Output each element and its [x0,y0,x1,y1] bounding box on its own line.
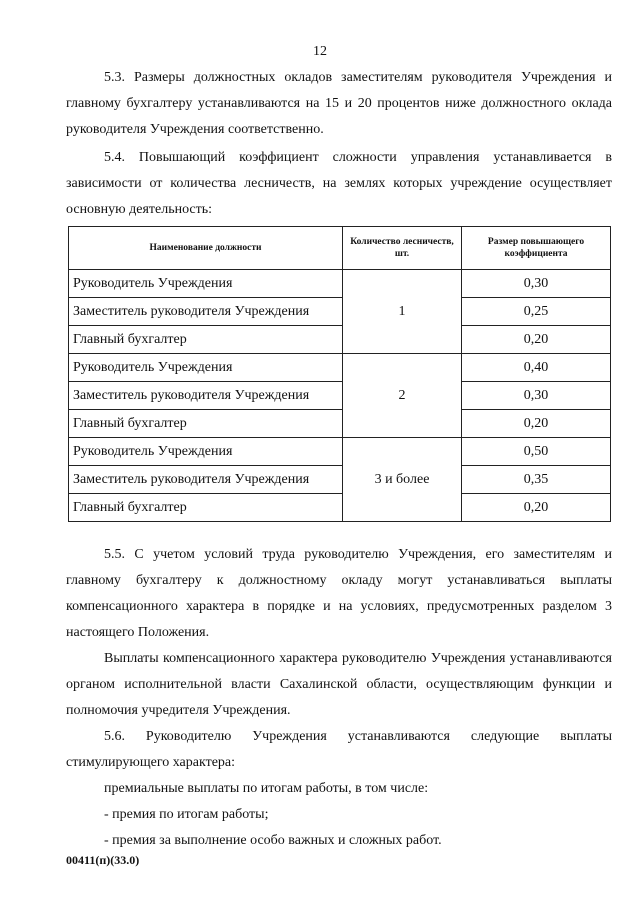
table-row [69,382,611,410]
cell-position: Заместитель руководителя Учреждения [69,382,343,410]
paragraph-5-3: 5.3. Размеры должностных окладов заместителям руководителя Учреждения и главному бухгалтеру устанавливаются на 15 и 20 процентов ниже должностного оклада руководителя Учреждения соответственно. [66,70,612,137]
cell-position: Главный бухгалтер [69,326,343,354]
cell-position: Главный бухгалтер [69,410,343,438]
list-item: премиальные выплаты по итогам работы, в том числе: [104,781,429,796]
cell-position: Заместитель руководителя Учреждения [69,466,343,494]
document-code: 00411(п)(33.0) [66,853,140,867]
table-row [69,354,611,382]
cell-position: Руководитель Учреждения [69,354,343,382]
table-row [69,326,611,354]
cell-position: Главный бухгалтер [69,494,343,522]
header-count: Количество лесничеств, шт. [343,227,462,270]
cell-position: Руководитель Учреждения [69,438,343,466]
paragraph-compensation: Выплаты компенсационного характера руководителю Учреждения устанавливаются органом исполнительной власти Сахалинской области, осуществляющим функции и полномочия учредителя Учреждения. [66,651,612,718]
cell-coefficient: 0,20 [462,410,611,438]
cell-position: Руководитель Учреждения [69,270,343,298]
table-row [69,410,611,438]
cell-count: 2 [343,354,462,438]
cell-coefficient: 0,30 [462,270,611,298]
page-number: 12 [313,44,327,59]
table-row [69,298,611,326]
cell-coefficient: 0,40 [462,354,611,382]
cell-coefficient: 0,20 [462,494,611,522]
cell-coefficient: 0,20 [462,326,611,354]
paragraph-5-4: 5.4. Повышающий коэффициент сложности управления устанавливается в зависимости от количества лесничеств, на землях которых учреждение осуществляет основную деятельность: [66,150,612,217]
table-row [69,270,611,298]
paragraph-5-5: 5.5. С учетом условий труда руководителю Учреждения, его заместителям и главному бухгалтеру к должностному окладу могут устанавливаться выплаты компенсационного характера в порядке и на условиях, предусмотренных разделом 3 настоящего Положения. [66,547,612,640]
cell-coefficient: 0,25 [462,298,611,326]
table-header-row [69,227,611,270]
table-row [69,438,611,466]
header-coefficient: Размер повышающего коэффициента [462,227,611,270]
cell-coefficient: 0,35 [462,466,611,494]
cell-count: 1 [343,270,462,354]
coefficient-table [68,226,611,522]
cell-coefficient: 0,50 [462,438,611,466]
list-item: - премия по итогам работы; [104,807,269,822]
table-row [69,466,611,494]
header-position: Наименование должности [69,227,343,270]
table-row [69,494,611,522]
cell-position: Заместитель руководителя Учреждения [69,298,343,326]
cell-coefficient: 0,30 [462,382,611,410]
cell-count: 3 и более [343,438,462,522]
list-item: - премия за выполнение особо важных и сложных работ. [104,833,442,848]
paragraph-5-6: 5.6. Руководителю Учреждения устанавливаются следующие выплаты стимулирующего характера: [66,729,612,770]
